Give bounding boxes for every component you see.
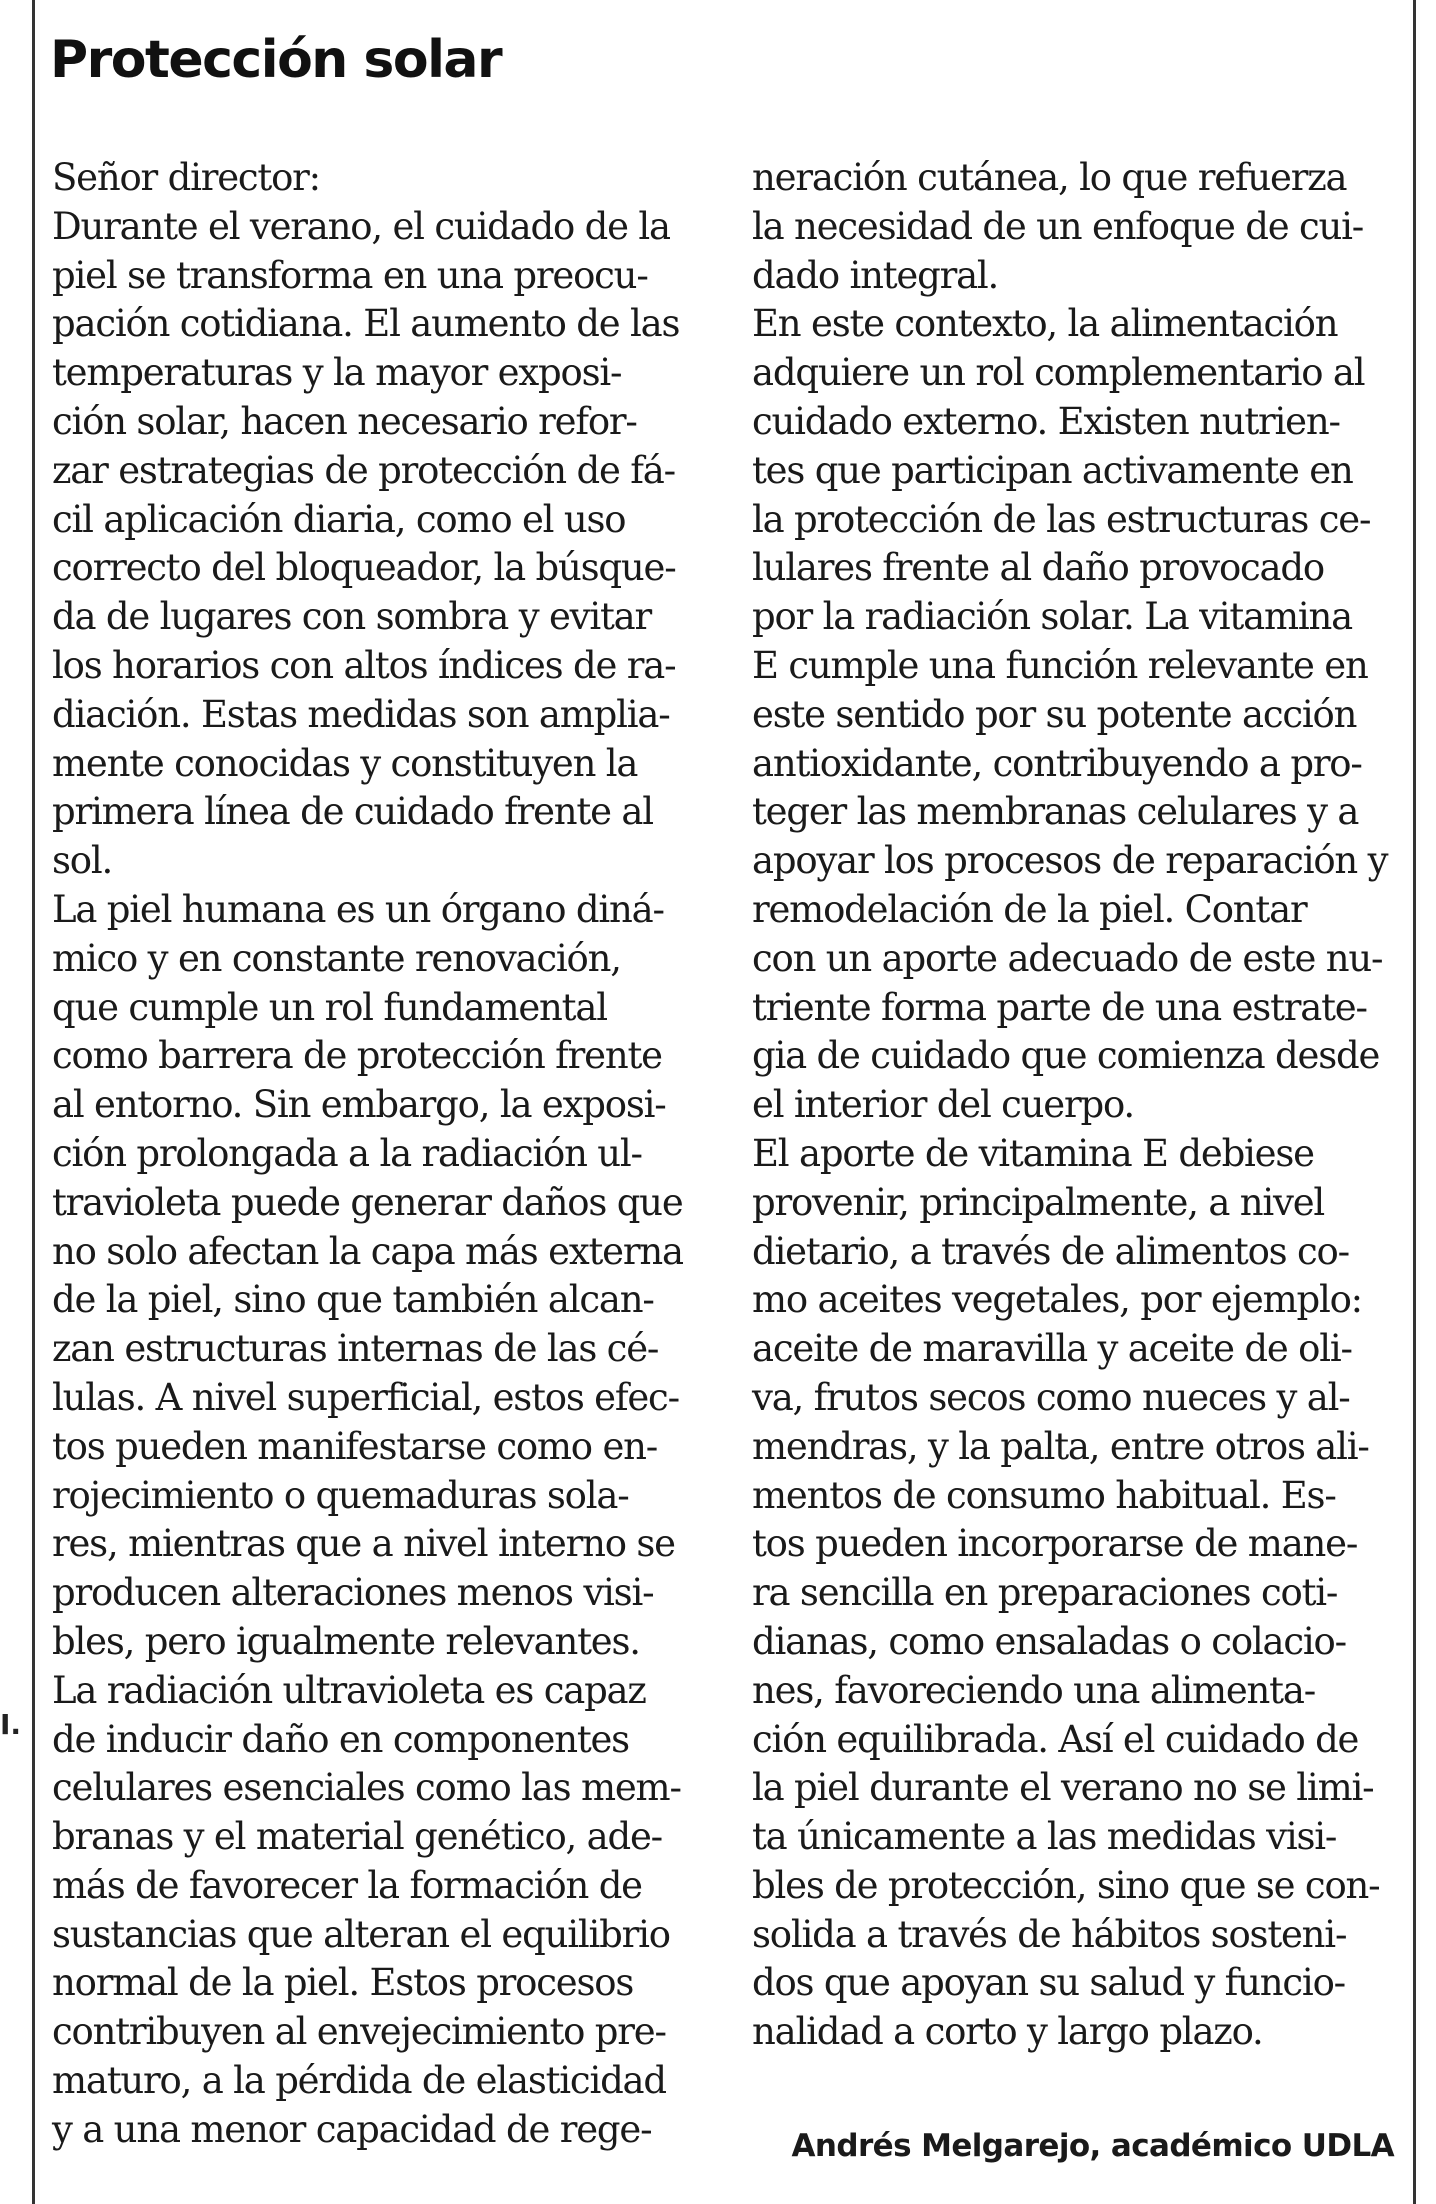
right-column-line: tes que participan activamente en <box>752 448 1353 492</box>
right-column-line: antioxidante, contribuyendo a pro- <box>752 741 1362 785</box>
left-column-line: temperaturas y la mayor exposi- <box>52 351 622 395</box>
left-column-line: piel se transforma en una preocu- <box>52 253 648 297</box>
right-column-line: tos pueden incorporarse de mane- <box>752 1522 1358 1566</box>
right-column-line: este sentido por su potente acción <box>752 692 1357 736</box>
left-column-line: cil aplicación diaria, como el uso <box>52 497 626 541</box>
left-column-line: res, mientras que a nivel interno se <box>52 1522 675 1566</box>
right-column-line: mendras, y la palta, entre otros ali- <box>752 1424 1369 1468</box>
right-column-line: aceite de maravilla y aceite de oli- <box>752 1327 1352 1371</box>
right-column-line: ra sencilla en preparaciones coti- <box>752 1571 1338 1615</box>
right-column-line: por la radiación solar. La vitamina <box>752 595 1352 639</box>
left-column-line: ción solar, hacen necesario refor- <box>52 399 637 443</box>
left-column-line: zar estrategias de protección de fá- <box>52 448 675 492</box>
right-column-line: triente forma parte de una estrate- <box>752 985 1367 1029</box>
right-column-line: lulares frente al daño provocado <box>752 546 1324 590</box>
left-column-line: travioleta puede generar daños que <box>52 1180 683 1224</box>
left-column <box>52 154 702 2155</box>
right-column-rule <box>1413 0 1416 2204</box>
left-column-line: maturo, a la pérdida de elasticidad <box>52 2059 666 2103</box>
right-column-line: la protección de las estructuras ce- <box>752 497 1371 541</box>
right-column-line: cuidado externo. Existen nutrien- <box>752 399 1340 443</box>
left-column-line: zan estructuras internas de las cé- <box>52 1327 659 1371</box>
left-column-line: da de lugares con sombra y evitar <box>52 595 652 639</box>
left-column-line: mente conocidas y constituyen la <box>52 741 638 785</box>
left-column-line: de inducir daño en componentes <box>52 1717 629 1761</box>
right-column-line: En este contexto, la alimentación <box>752 302 1338 346</box>
right-column-line: ción equilibrada. Así el cuidado de <box>752 1717 1359 1761</box>
right-column-line: dado integral. <box>752 253 999 297</box>
right-column-line: neración cutánea, lo que refuerza <box>752 156 1347 199</box>
right-column-line: dos que apoyan su salud y funcio- <box>752 1961 1345 2005</box>
edge-mark: I. <box>0 1708 22 1741</box>
right-column-line: ta únicamente a las medidas visi- <box>752 1815 1337 1859</box>
left-column-line: que cumple un rol fundamental <box>52 985 607 1029</box>
right-column-line: con un aporte adecuado de este nu- <box>752 936 1383 980</box>
left-column-line: primera línea de cuidado frente al <box>52 790 653 834</box>
left-column-line: producen alteraciones menos visi- <box>52 1571 654 1615</box>
left-column-line: contribuyen al envejecimiento pre- <box>52 2010 666 2054</box>
left-column-line: correcto del bloqueador, la búsque- <box>52 546 676 590</box>
left-column-line: sustancias que alteran el equilibrio <box>52 1912 670 1956</box>
right-column-line: la necesidad de un enfoque de cui- <box>752 204 1364 248</box>
right-column-line: bles de protección, sino que se con- <box>752 1863 1380 1907</box>
left-column-line: Durante el verano, el cuidado de la <box>52 204 670 248</box>
right-column-line: gia de cuidado que comienza desde <box>752 1034 1380 1078</box>
left-column-line: sol. <box>52 839 113 883</box>
right-column-line: remodelación de la piel. Contar <box>752 887 1307 931</box>
right-column-line: el interior del cuerpo. <box>752 1083 1134 1127</box>
left-column-line: de la piel, sino que también alcan- <box>52 1278 654 1322</box>
right-column-line: dietario, a través de alimentos co- <box>752 1229 1349 1273</box>
left-column-line: los horarios con altos índices de ra- <box>52 643 676 687</box>
right-column-line: E cumple una función relevante en <box>752 643 1368 687</box>
left-column-line: celulares esenciales como las mem- <box>52 1766 681 1810</box>
right-column-line: mo aceites vegetales, por ejemplo: <box>752 1278 1362 1322</box>
right-column-line: teger las membranas celulares y a <box>752 790 1359 834</box>
right-column-line: adquiere un rol complementario al <box>752 351 1365 395</box>
left-column-line: diación. Estas medidas son amplia- <box>52 692 670 736</box>
left-column-line: bles, pero igualmente relevantes. <box>52 1619 640 1663</box>
left-column-line: tos pueden manifestarse como en- <box>52 1424 658 1468</box>
right-column-line: nalidad a corto y largo plazo. <box>752 2010 1263 2054</box>
left-column-line: no solo afectan la capa más externa <box>52 1229 683 1273</box>
right-column-line: apoyar los procesos de reparación y <box>752 839 1388 883</box>
left-column-line: lulas. A nivel superficial, estos efec- <box>52 1375 679 1419</box>
right-column-line: dianas, como ensaladas o colacio- <box>752 1619 1346 1663</box>
left-column-line: y a una menor capacidad de rege- <box>52 2107 652 2151</box>
left-column-line: más de favorecer la formación de <box>52 1863 642 1907</box>
left-column-line: La piel humana es un órgano diná- <box>52 887 664 931</box>
left-column-line: rojecimiento o quemaduras sola- <box>52 1473 629 1517</box>
article-title: Protección solar <box>50 30 502 90</box>
right-column-line: El aporte de vitamina E debiese <box>752 1131 1314 1175</box>
left-column-line: branas y el material genético, ade- <box>52 1815 662 1859</box>
right-column-line: nes, favoreciendo una alimenta- <box>752 1668 1316 1712</box>
left-column-line: pación cotidiana. El aumento de las <box>52 302 680 346</box>
left-column-line: normal de la piel. Estos procesos <box>52 1961 634 2005</box>
left-column-rule <box>32 0 35 2204</box>
left-column-line: Señor director: <box>52 156 320 199</box>
left-column-line: como barrera de protección frente <box>52 1034 662 1078</box>
right-column-line: la piel durante el verano no se limi- <box>752 1766 1374 1810</box>
author-signature: Andrés Melgarejo, académico UDLA <box>791 2128 1394 2164</box>
left-column-line: mico y en constante renovación, <box>52 936 621 980</box>
left-column-line: al entorno. Sin embargo, la exposi- <box>52 1083 666 1127</box>
right-column <box>752 154 1402 2057</box>
right-column-line: solida a través de hábitos sosteni- <box>752 1912 1347 1956</box>
right-column-line: va, frutos secos como nueces y al- <box>752 1375 1350 1419</box>
right-column-line: mentos de consumo habitual. Es- <box>752 1473 1336 1517</box>
left-column-line: ción prolongada a la radiación ul- <box>52 1131 642 1175</box>
right-column-line: provenir, principalmente, a nivel <box>752 1180 1325 1224</box>
left-column-line: La radiación ultravioleta es capaz <box>52 1668 646 1712</box>
